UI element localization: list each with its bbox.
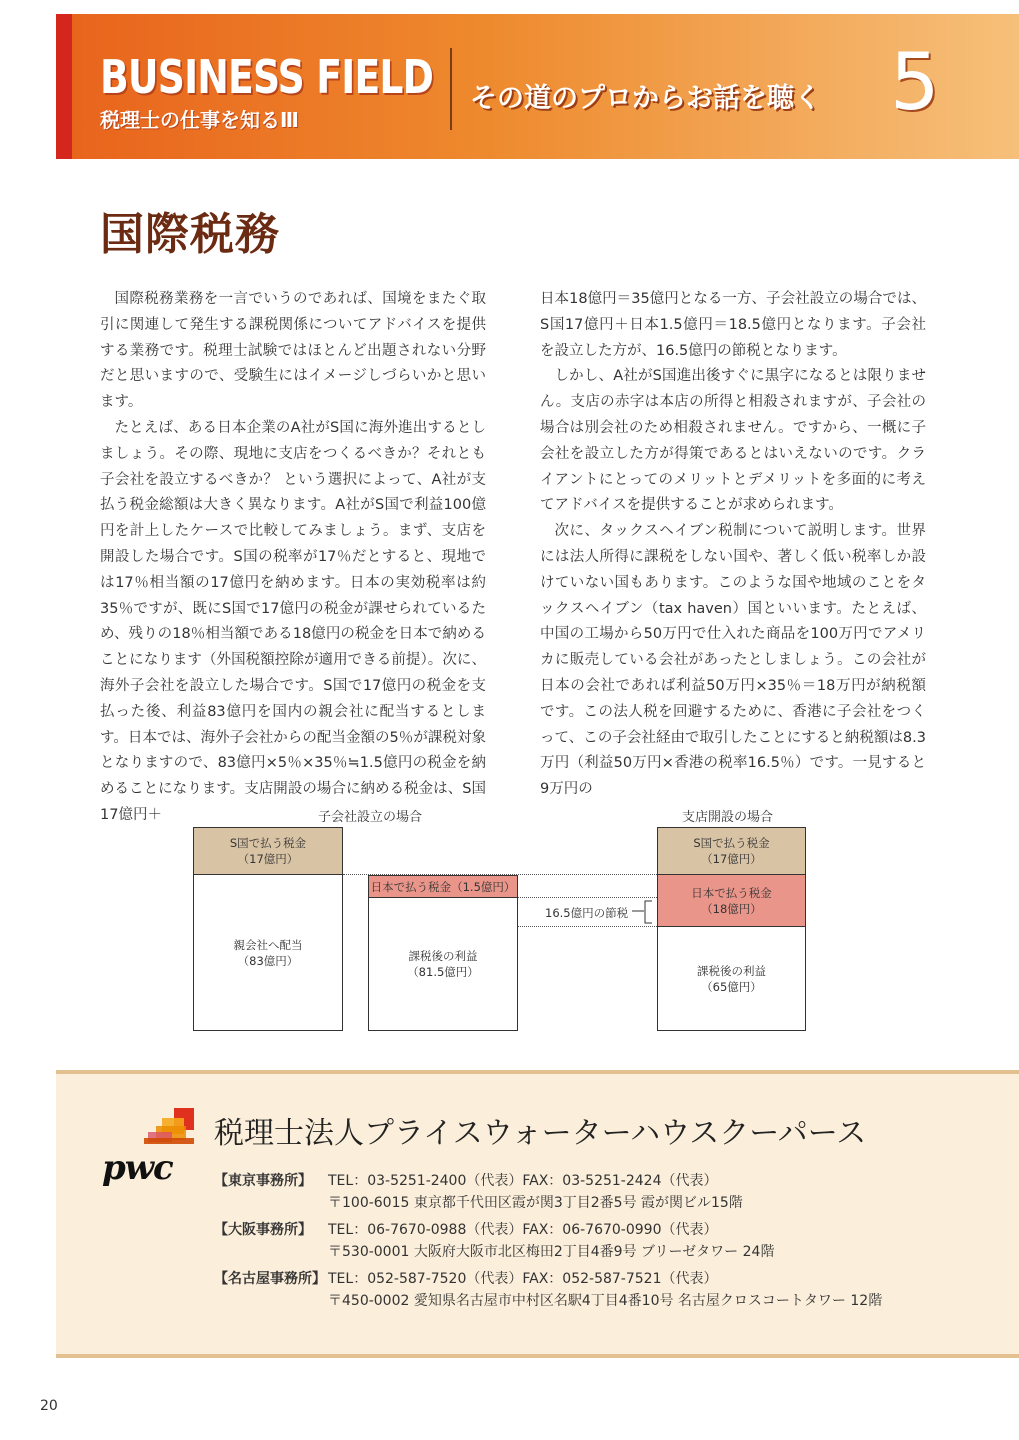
- firm-name: 税理士法人プライスウォーターハウスクーパース: [214, 1116, 867, 1151]
- banner-series-title: その道のプロからお話を聴く: [470, 83, 821, 114]
- branch-s-tax-box: S国で払う税金 （17億円）: [657, 827, 806, 875]
- subsidiary-after-tax-box: 課税後の利益 （81.5億円）: [368, 897, 518, 1031]
- office-address: 〒100-6015 東京都千代田区霞が関3丁目2番5号 霞が関ビル15階: [328, 1195, 743, 1211]
- branch-after-tax-box: 課税後の利益 （65億円）: [657, 926, 806, 1031]
- article-column-right: [540, 287, 926, 803]
- savings-bracket: [630, 899, 657, 925]
- banner-series-number: 5: [890, 38, 940, 128]
- guide-line: [518, 926, 657, 927]
- subsidiary-s-tax-box: S国で払う税金 （17億円）: [193, 827, 343, 875]
- paragraph: 次に、タックスヘイブン税制について説明します。世界には法人所得に課税をしない国や、著しく低い税率しか設けていない国もあります。このような国や地域のことをタックスヘイブン（tax haven）国といいます。たとえば、中国の工場から50万円で仕入れた商品を100万円でアメリカに販売している会社があったとしましょう。この会社が日本の会社であれば利益50万円×35％＝18万円が納税額です。この法人税を回避するために、香港に子会社をつくって、この子会社経由で取引したことにすると納税額は8.3万円（利益50万円×香港の税率16.5％）です。一見すると9万円の: [540, 523, 926, 798]
- paragraph: しかし、A社がS国進出後すぐに黒字になるとは限りません。支店の赤字は本店の所得と相殺されますが、子会社の場合は別会社のため相殺されません。ですから、一概に子会社を設立した方が得策であるとはいえないのです。クライアントにとってのメリットとデメリットを多面的に考えてアドバイスを提供することが求められます。: [540, 368, 926, 514]
- savings-label: 16.5億円の節税: [545, 906, 629, 920]
- office-address: 〒450-0002 愛知県名古屋市中村区名駅4丁目4番10号 名古屋クロスコートタワー 12階: [328, 1293, 883, 1309]
- branch-japan-tax-box: 日本で払う税金 （18億円）: [657, 874, 806, 927]
- office-tel: TEL：03-5251-2400（代表）FAX：03-5251-2424（代表）: [328, 1173, 718, 1189]
- tax-comparison-diagram: [190, 800, 810, 1040]
- branch-heading: 支店開設の場合: [682, 810, 774, 825]
- pwc-logo-text: pwc: [102, 1148, 173, 1188]
- article-column-left: [100, 287, 486, 829]
- page-number: 20: [40, 1398, 58, 1414]
- office-tel: TEL：06-7670-0988（代表）FAX：06-7670-0990（代表）: [328, 1222, 718, 1238]
- office-address: 〒530-0001 大阪府大阪市北区梅田2丁目4番9号 ブリーゼタワー 24階: [328, 1244, 775, 1260]
- office-tel: TEL：052-587-7520（代表）FAX：052-587-7521（代表）: [328, 1271, 718, 1287]
- office-label: 【東京事務所】: [214, 1173, 312, 1189]
- guide-line: [518, 897, 657, 898]
- paragraph: たとえば、ある日本企業のA社がS国に海外進出するとしましょう。その際、現地に支店をつくるべきか？それとも子会社を設立するべきか？ という選択によって、A社が支払う税金総額は大きく異なります。A社がS国で利益100億円を計上したケースで比較してみましょう。まず、支店を開設した場合です。S国の税率が17％だとすると、現地では17％相当額の17億円を納めます。日本の実効税率は約35％ですが、既にS国で17億円の税金が課せられているため、残りの18％相当額である18億円の税金を日本で納めることになります（外国税額控除が適用できる前提）。次に、海外子会社を設立した場合です。S国で17億円の税金を支払った後、利益83億円を国内の親会社に配当するとします。日本では、海外子会社からの配当金額の5％が課税対象となりますので、83億円×5％×35％≒1.5億円の税金を納めることになります。支店開設の場合に納める税金は、S国17億円＋: [100, 419, 486, 823]
- page-title: 国際税務: [100, 209, 280, 260]
- subsidiary-japan-tax-box: 日本で払う税金（1.5億円）: [368, 875, 518, 898]
- office-label: 【大阪事務所】: [214, 1222, 312, 1238]
- subsidiary-heading: 子会社設立の場合: [318, 810, 423, 825]
- header-accent-bar: [56, 14, 72, 159]
- paragraph: 日本18億円＝35億円となる一方、子会社設立の場合では、S国17億円＋日本1.5億円＝18.5億円となります。子会社を設立した方が、16.5億円の節税となります。: [540, 291, 926, 359]
- banner-divider: [450, 48, 452, 130]
- banner-title: BUSINESS FIELD: [100, 50, 434, 104]
- banner-subtitle: 税理士の仕事を知るⅢ: [100, 108, 299, 132]
- office-label: 【名古屋事務所】: [214, 1271, 326, 1287]
- paragraph: 国際税務業務を一言でいうのであれば、国境をまたぐ取引に関連して発生する課税関係についてアドバイスを提供する業務です。税理士試験ではほとんど出題されない分野だと思いますので、受験生にはイメージしづらいかと思います。: [100, 291, 486, 411]
- subsidiary-dividend-box: 親会社へ配当 （83億円）: [193, 874, 343, 1031]
